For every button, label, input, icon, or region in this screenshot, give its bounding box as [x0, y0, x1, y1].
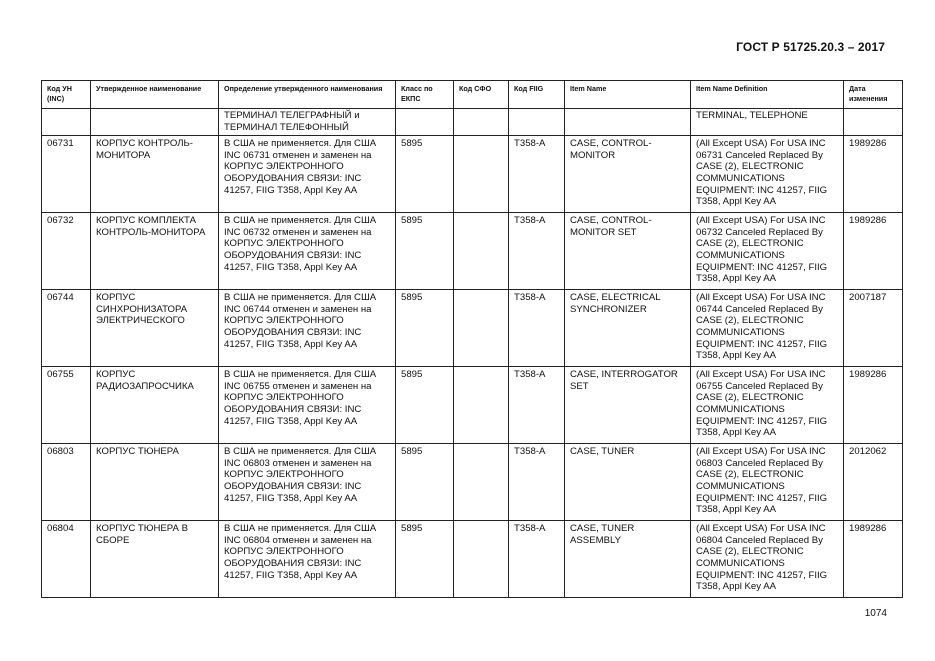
document-code: ГОСТ Р 51725.20.3 – 2017 [736, 40, 885, 54]
cell-class: 5895 [396, 213, 454, 290]
cell-name: КОРПУС ТЮНЕРА [91, 444, 219, 521]
cell-inc: 06732 [42, 213, 91, 290]
items-table [41, 80, 903, 598]
column-header-definition: Определение утвержденного наименования [219, 81, 396, 109]
cell-date: 1989286 [844, 521, 903, 598]
cell-definition: В США не применяется. Для США INC 06732 отменен и заменен на КОРПУС ЭЛЕКТРОННОГО ОБОРУДОВАНИЯ СВЯЗИ: INC 41257, FIIG T358, Appl Key AA [219, 213, 396, 290]
cell-inc: 06731 [42, 136, 91, 213]
cell-class [396, 109, 454, 136]
cell-fiig: T358-A [509, 521, 565, 598]
cell-item-name: CASE, TUNER ASSEMBLY [565, 521, 691, 598]
cell-inc: 06744 [42, 290, 91, 367]
header-row [42, 81, 903, 109]
page-number: 1074 [864, 608, 887, 619]
cell-date: 2012062 [844, 444, 903, 521]
cell-fiig: T358-A [509, 367, 565, 444]
cell-sfo [454, 213, 509, 290]
continuation-row [42, 109, 903, 136]
cell-sfo [454, 290, 509, 367]
column-header-inc: Код УН (INC) [42, 81, 91, 109]
cell-item-definition: (All Except USA) For USA INC 06803 Canceled Replaced By CASE (2), ELECTRONIC COMMUNICATIONS EQUIPMENT: INC 41257, FIIG T358, Appl Key AA [691, 444, 844, 521]
column-header-item-name: Item Name [565, 81, 691, 109]
table-row [42, 136, 903, 213]
cell-item-name: CASE, TUNER [565, 444, 691, 521]
cell-item-definition: (All Except USA) For USA INC 06804 Canceled Replaced By CASE (2), ELECTRONIC COMMUNICATIONS EQUIPMENT: INC 41257, FIIG T358, Appl Key AA [691, 521, 844, 598]
cell-fiig: T358-A [509, 290, 565, 367]
cell-fiig [509, 109, 565, 136]
cell-name: КОРПУС ТЮНЕРА В СБОРЕ [91, 521, 219, 598]
cell-inc: 06803 [42, 444, 91, 521]
cell-fiig: T358-A [509, 136, 565, 213]
cell-item-name: CASE, CONTROL-MONITOR [565, 136, 691, 213]
cell-sfo [454, 444, 509, 521]
cell-fiig: T358-A [509, 213, 565, 290]
cell-item-definition: (All Except USA) For USA INC 06744 Canceled Replaced By CASE (2), ELECTRONIC COMMUNICATIONS EQUIPMENT: INC 41257, FIIG T358, Appl Key AA [691, 290, 844, 367]
column-header-class: Класс по ЕКПС [396, 81, 454, 109]
table-row [42, 521, 903, 598]
cell-date: 2007187 [844, 290, 903, 367]
column-header-name: Утвержденное наименование [91, 81, 219, 109]
cell-definition: В США не применяется. Для США INC 06744 отменен и заменен на КОРПУС ЭЛЕКТРОННОГО ОБОРУДОВАНИЯ СВЯЗИ: INC 41257, FIIG T358, Appl Key AA [219, 290, 396, 367]
column-header-date: Дата изменения [844, 81, 903, 109]
cell-fiig: T358-A [509, 444, 565, 521]
column-header-sfo: Код СФО [454, 81, 509, 109]
cell-definition: ТЕРМИНАЛ ТЕЛЕГРАФНЫЙ и ТЕРМИНАЛ ТЕЛЕФОННЫЙ [219, 109, 396, 136]
cell-item-definition: TERMINAL, TELEPHONE [691, 109, 844, 136]
cell-item-definition: (All Except USA) For USA INC 06732 Canceled Replaced By CASE (2), ELECTRONIC COMMUNICATIONS EQUIPMENT: INC 41257, FIIG T358, Appl Key AA [691, 213, 844, 290]
table-row [42, 367, 903, 444]
cell-definition: В США не применяется. Для США INC 06731 отменен и заменен на КОРПУС ЭЛЕКТРОННОГО ОБОРУДОВАНИЯ СВЯЗИ: INC 41257, FIIG T358, Appl Key AA [219, 136, 396, 213]
cell-class: 5895 [396, 290, 454, 367]
cell-date: 1989286 [844, 213, 903, 290]
cell-inc: 06804 [42, 521, 91, 598]
cell-item-definition: (All Except USA) For USA INC 06755 Canceled Replaced By CASE (2), ELECTRONIC COMMUNICATIONS EQUIPMENT: INC 41257, FIIG T358, Appl Key AA [691, 367, 844, 444]
cell-name: КОРПУС СИНХРОНИЗАТОРА ЭЛЕКТРИЧЕСКОГО [91, 290, 219, 367]
cell-sfo [454, 521, 509, 598]
cell-date: 1989286 [844, 136, 903, 213]
column-header-item-definition: Item Name Definition [691, 81, 844, 109]
cell-name: КОРПУС КОМПЛЕКТА КОНТРОЛЬ-МОНИТОРА [91, 213, 219, 290]
cell-definition: В США не применяется. Для США INC 06803 отменен и заменен на КОРПУС ЭЛЕКТРОННОГО ОБОРУДОВАНИЯ СВЯЗИ: INC 41257, FIIG T358, Appl Key AA [219, 444, 396, 521]
cell-date: 1989286 [844, 367, 903, 444]
table-row [42, 444, 903, 521]
cell-name: КОРПУС РАДИОЗАПРОСЧИКА [91, 367, 219, 444]
cell-inc [42, 109, 91, 136]
cell-class: 5895 [396, 444, 454, 521]
column-header-fiig: Код FIIG [509, 81, 565, 109]
table-row [42, 290, 903, 367]
cell-item-name [565, 109, 691, 136]
cell-item-definition: (All Except USA) For USA INC 06731 Canceled Replaced By CASE (2), ELECTRONIC COMMUNICATIONS EQUIPMENT: INC 41257, FIIG T358, Appl Key AA [691, 136, 844, 213]
cell-class: 5895 [396, 521, 454, 598]
cell-name [91, 109, 219, 136]
cell-name: КОРПУС КОНТРОЛЬ-МОНИТОРА [91, 136, 219, 213]
cell-class: 5895 [396, 136, 454, 213]
cell-sfo [454, 136, 509, 213]
cell-class: 5895 [396, 367, 454, 444]
cell-item-name: CASE, CONTROL-MONITOR SET [565, 213, 691, 290]
cell-sfo [454, 367, 509, 444]
cell-inc: 06755 [42, 367, 91, 444]
cell-date [844, 109, 903, 136]
cell-definition: В США не применяется. Для США INC 06755 отменен и заменен на КОРПУС ЭЛЕКТРОННОГО ОБОРУДОВАНИЯ СВЯЗИ: INC 41257, FIIG T358, Appl Key AA [219, 367, 396, 444]
cell-item-name: CASE, INTERROGATOR SET [565, 367, 691, 444]
cell-definition: В США не применяется. Для США INC 06804 отменен и заменен на КОРПУС ЭЛЕКТРОННОГО ОБОРУДОВАНИЯ СВЯЗИ: INC 41257, FIIG T358, Appl Key AA [219, 521, 396, 598]
cell-sfo [454, 109, 509, 136]
table-row [42, 213, 903, 290]
cell-item-name: CASE, ELECTRICAL SYNCHRONIZER [565, 290, 691, 367]
